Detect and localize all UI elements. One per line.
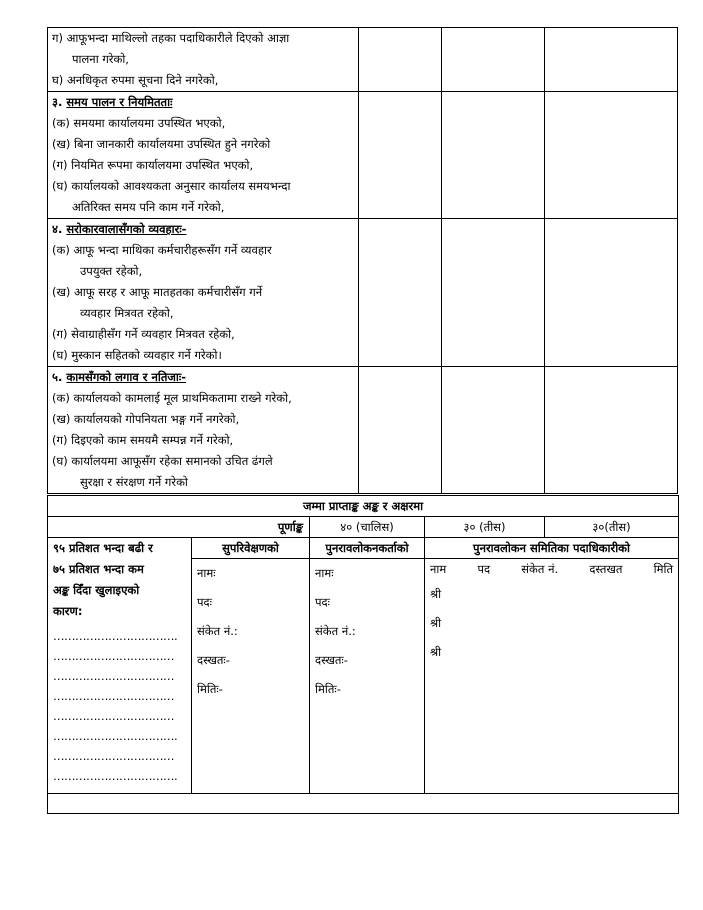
criteria-line: (क) कार्यालयको कामलाई मूल प्राथमिकतामा राख्ने गरेको, (52, 391, 292, 405)
reason-dotted-line[interactable]: …………………………… (53, 749, 174, 763)
section-number: ३. (52, 95, 63, 109)
criteria-line: (ग) सेवाग्राहीसँग गर्ने व्यवहार मित्रवत रहेको, (52, 327, 235, 341)
criteria-cell (48, 367, 359, 494)
committee-member-row: श्री (430, 616, 442, 630)
full-marks-reviewer: ३० (तीस) (425, 517, 545, 538)
score-supervisor-cell[interactable] (359, 28, 442, 92)
score-committee-cell[interactable] (544, 367, 677, 494)
evaluation-row (48, 219, 678, 367)
section-title: समय पालन र नियमितताः (66, 95, 173, 109)
reason-text-line: ९५ प्रतिशत भन्दा बढी र (53, 541, 153, 555)
score-reviewer-cell[interactable] (442, 367, 545, 494)
committee-column-label: मिति (653, 562, 673, 576)
reviewer-field-label: संकेत नं.: (315, 624, 356, 638)
full-marks-supervisor: ४० (चालिस) (310, 517, 425, 538)
score-committee-cell[interactable] (544, 28, 677, 92)
full-marks-label: पूर्णाङ्क (48, 517, 310, 538)
score-supervisor-cell[interactable] (359, 367, 442, 494)
supervisor-field-label: संकेत नं.: (197, 624, 238, 638)
full-marks-committee: ३०(तीस) (545, 517, 679, 538)
supervisor-fields (192, 559, 310, 794)
supervisor-field-label: नामः (197, 566, 216, 580)
score-supervisor-cell[interactable] (359, 92, 442, 219)
criteria-line: व्यवहार मित्रवत रहेको, (80, 306, 174, 320)
reason-cell (48, 538, 192, 794)
reason-dotted-line[interactable]: …………………………… (53, 649, 174, 663)
score-supervisor-cell[interactable] (359, 219, 442, 367)
reason-text-line: ७५ प्रतिशत भन्दा कम (53, 562, 144, 576)
reviewer-field-label: नामः (315, 566, 334, 580)
reason-text-line: कारण: (53, 604, 83, 618)
section-title: कामसँगको लगाव र नतिजाः- (66, 370, 187, 384)
empty-footer-row (48, 794, 679, 814)
committee-member-row: श्री (430, 587, 442, 601)
score-committee-cell[interactable] (544, 219, 677, 367)
section-heading (48, 367, 358, 388)
score-committee-cell[interactable] (544, 92, 677, 219)
committee-column-label: संकेत नं. (521, 562, 559, 576)
criteria-line: उपयुक्त रहेको, (80, 264, 143, 278)
criteria-line: (ख) बिना जानकारी कार्यालयमा उपस्थित हुने नगरेको (52, 137, 271, 151)
criteria-line: (घ) मुस्कान सहितको व्यवहार गर्ने गरेको। (52, 348, 222, 362)
section-heading (48, 92, 358, 113)
criteria-line: सुरक्षा र संरक्षण गर्ने गरेको (80, 475, 188, 489)
criteria-cell (48, 92, 359, 219)
section-number: ५. (52, 370, 63, 384)
criteria-line: (घ) कार्यालयको आवश्यकता अनुसार कार्यालय समयभन्दा (52, 179, 291, 193)
criteria-cell (48, 28, 359, 92)
reason-dotted-line[interactable]: …………………………… (53, 709, 174, 723)
reviewer-fields (310, 559, 425, 794)
committee-header: पुनरावलोकन समितिका पदाधिकारीको (425, 538, 679, 559)
reason-text-line: अङ्क दिँदा खुलाइएको (53, 583, 140, 597)
section-number: ४. (52, 222, 63, 236)
summary-table (47, 495, 679, 814)
reason-dotted-line[interactable]: ……………………………. (53, 729, 178, 743)
section-heading (48, 219, 358, 240)
criteria-line: (ख) कार्यालयको गोपनियता भङ्ग गर्ने नगरेको, (52, 412, 240, 426)
evaluation-table (47, 27, 678, 494)
criteria-line: (क) समयमा कार्यालयमा उपस्थित भएको, (52, 116, 226, 130)
criteria-line: (ग) नियमित रूपमा कार्यालयमा उपस्थित भएको, (52, 158, 254, 172)
criteria-cell (48, 219, 359, 367)
criteria-line: (ग) दिइएको काम समयमै सम्पन्न गर्ने गरेको, (52, 433, 234, 447)
criteria-line: पालना गरेको, (72, 52, 129, 66)
score-reviewer-cell[interactable] (442, 92, 545, 219)
reviewer-field-label: पदः (315, 595, 330, 609)
reason-dotted-line[interactable]: ……………………………. (53, 769, 178, 783)
score-reviewer-cell[interactable] (442, 28, 545, 92)
reason-dotted-line[interactable]: …………………………… (53, 669, 174, 683)
reviewer-header: पुनरावलोकनकर्ताको (310, 538, 425, 559)
criteria-line: (क) आफू भन्दा माथिका कर्मचारीहरूसँग गर्ने व्यवहार (52, 243, 272, 257)
criteria-line: (ख) आफू सरह र आफू मातहतका कर्मचारीसँग गर्ने (52, 285, 263, 299)
section-title: सरोकारवालासँगको व्यवहारः- (66, 222, 187, 236)
supervisor-header: सुपरिवेक्षणको (192, 538, 310, 559)
committee-member-row: श्री (430, 645, 442, 659)
supervisor-field-label: मितिः- (197, 682, 223, 696)
supervisor-field-label: पदः (197, 595, 212, 609)
criteria-line: ग) आफूभन्दा माथिल्लो तहका पदाधिकारीले दिएको आज्ञा (52, 31, 290, 45)
committee-fields (425, 559, 679, 794)
evaluation-row (48, 367, 678, 494)
committee-column-label: पद (477, 562, 491, 576)
reviewer-field-label: मितिः- (315, 682, 341, 696)
total-marks-label: जम्मा प्राप्ताङ्क अङ्क र अक्षरमा (48, 496, 679, 517)
reviewer-field-label: दस्खतः- (315, 653, 348, 667)
score-reviewer-cell[interactable] (442, 219, 545, 367)
criteria-line: घ) अनधिकृत रुपमा सूचना दिने नगरेको, (52, 73, 219, 87)
reason-dotted-line[interactable]: …………………………… (53, 689, 174, 703)
supervisor-field-label: दस्खतः- (197, 653, 230, 667)
reason-dotted-line[interactable]: ……………………………. (53, 629, 178, 643)
evaluation-row (48, 28, 678, 92)
committee-column-label: दस्तखत (589, 562, 623, 576)
criteria-line: अतिरिक्त समय पनि काम गर्ने गरेको, (72, 200, 225, 214)
committee-column-label: नाम (430, 562, 447, 576)
criteria-line: (घ) कार्यालयमा आफूसँग रहेका समानको उचित ढंगले (52, 454, 273, 468)
evaluation-row (48, 92, 678, 219)
